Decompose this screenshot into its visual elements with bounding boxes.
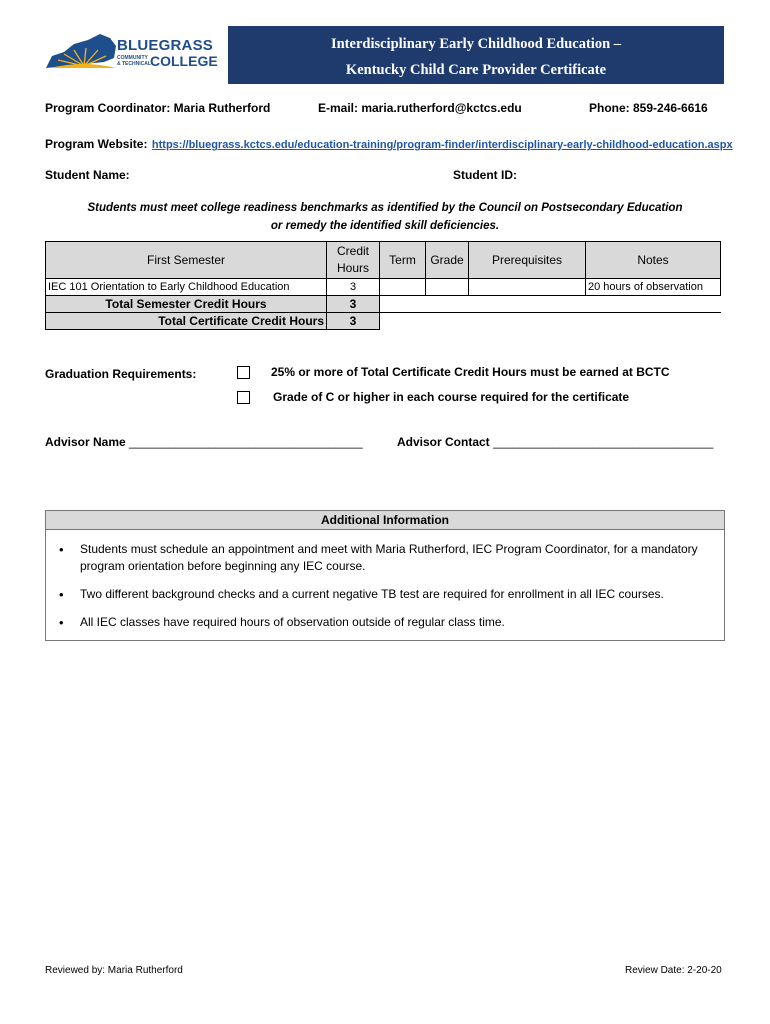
course-grade[interactable] bbox=[426, 279, 469, 296]
reviewed-by: Reviewed by: Maria Rutherford bbox=[45, 965, 183, 976]
graduation-requirements-label: Graduation Requirements: bbox=[45, 367, 197, 381]
advisor-name-row bbox=[45, 435, 363, 449]
requirement-text-2: Grade of C or higher in each course required for the certificate bbox=[273, 390, 630, 404]
certificate-total-row bbox=[46, 313, 721, 330]
header-term: Term bbox=[380, 242, 426, 279]
advisor-contact-row bbox=[397, 435, 713, 449]
header-notes: Notes bbox=[586, 242, 721, 279]
course-title: IEC 101 Orientation to Early Childhood Education bbox=[46, 279, 327, 296]
semester-total-label: Total Semester Credit Hours bbox=[46, 296, 327, 313]
table-row bbox=[46, 279, 721, 296]
logo-text-bluegrass: BLUEGRASS bbox=[117, 37, 213, 54]
logo-text-college: COLLEGE bbox=[150, 53, 218, 69]
program-website-link[interactable]: https://bluegrass.kctcs.edu/education-training/program-finder/interdisciplinary-early-childhood-education.aspx bbox=[151, 139, 733, 151]
title-line-2: Kentucky Child Care Provider Certificate bbox=[345, 62, 607, 78]
student-name-label: Student Name: bbox=[45, 168, 130, 182]
title-banner bbox=[228, 26, 724, 84]
requirement-checkbox-1[interactable] bbox=[237, 366, 250, 379]
advisor-contact-field[interactable]: _________________________________ bbox=[493, 435, 714, 449]
advisor-name-label: Advisor Name bbox=[45, 435, 126, 449]
certificate-total-value: 3 bbox=[327, 313, 380, 330]
coordinator-email: E-mail: maria.rutherford@kctcs.edu bbox=[318, 101, 522, 115]
header-credit-hours: Credit Hours bbox=[327, 242, 380, 279]
advisor-contact-label: Advisor Contact bbox=[397, 435, 490, 449]
additional-info-list bbox=[46, 541, 724, 631]
course-notes: 20 hours of observation bbox=[586, 279, 721, 296]
advisor-name-field[interactable]: ___________________________________ bbox=[129, 435, 363, 449]
certificate-total-label: Total Certificate Credit Hours bbox=[46, 313, 327, 330]
requirement-checkbox-2[interactable] bbox=[237, 391, 250, 404]
logo-text-community: COMMUNITY & TECHNICAL bbox=[117, 55, 151, 67]
readiness-notice: Students must meet college readiness benchmarks as identified by the Council on Postsecondary Education or remedy the identified skill deficiencies. bbox=[87, 202, 683, 232]
requirement-text-1: 25% or more of Total Certificate Credit Hours must be earned at BCTC bbox=[271, 365, 670, 379]
title-line-1: Interdisciplinary Early Childhood Education – bbox=[330, 36, 622, 52]
student-id-label: Student ID: bbox=[453, 168, 517, 182]
course-credits: 3 bbox=[327, 279, 380, 296]
header-grade: Grade bbox=[426, 242, 469, 279]
list-item: • All IEC classes have required hours of observation outside of regular class time. bbox=[46, 614, 724, 631]
course-prereq bbox=[469, 279, 586, 296]
course-term[interactable] bbox=[380, 279, 426, 296]
semester-total-row bbox=[46, 296, 721, 313]
semester-total-value: 3 bbox=[327, 296, 380, 313]
header-prerequisites: Prerequisites bbox=[469, 242, 586, 279]
header-first-semester: First Semester bbox=[46, 242, 327, 279]
coordinator-phone: Phone: 859-246-6616 bbox=[589, 101, 708, 115]
program-coordinator: Program Coordinator: Maria Rutherford bbox=[45, 101, 271, 115]
table-header-row bbox=[46, 242, 721, 279]
list-item: • Two different background checks and a current negative TB test are required for enrollment in all IEC courses. bbox=[46, 586, 724, 603]
course-table bbox=[45, 241, 721, 330]
program-website-label: Program Website: bbox=[45, 137, 148, 151]
list-item: • Students must schedule an appointment and meet with Maria Rutherford, IEC Program Coordinator, for a mandatory program orientation before beginning any IEC course. bbox=[46, 541, 724, 575]
program-website-row bbox=[45, 135, 733, 153]
additional-info-title: Additional Information bbox=[46, 511, 724, 530]
additional-info-box bbox=[45, 510, 725, 641]
review-date: Review Date: 2-20-20 bbox=[625, 965, 722, 976]
kentucky-shape-icon bbox=[46, 34, 116, 68]
